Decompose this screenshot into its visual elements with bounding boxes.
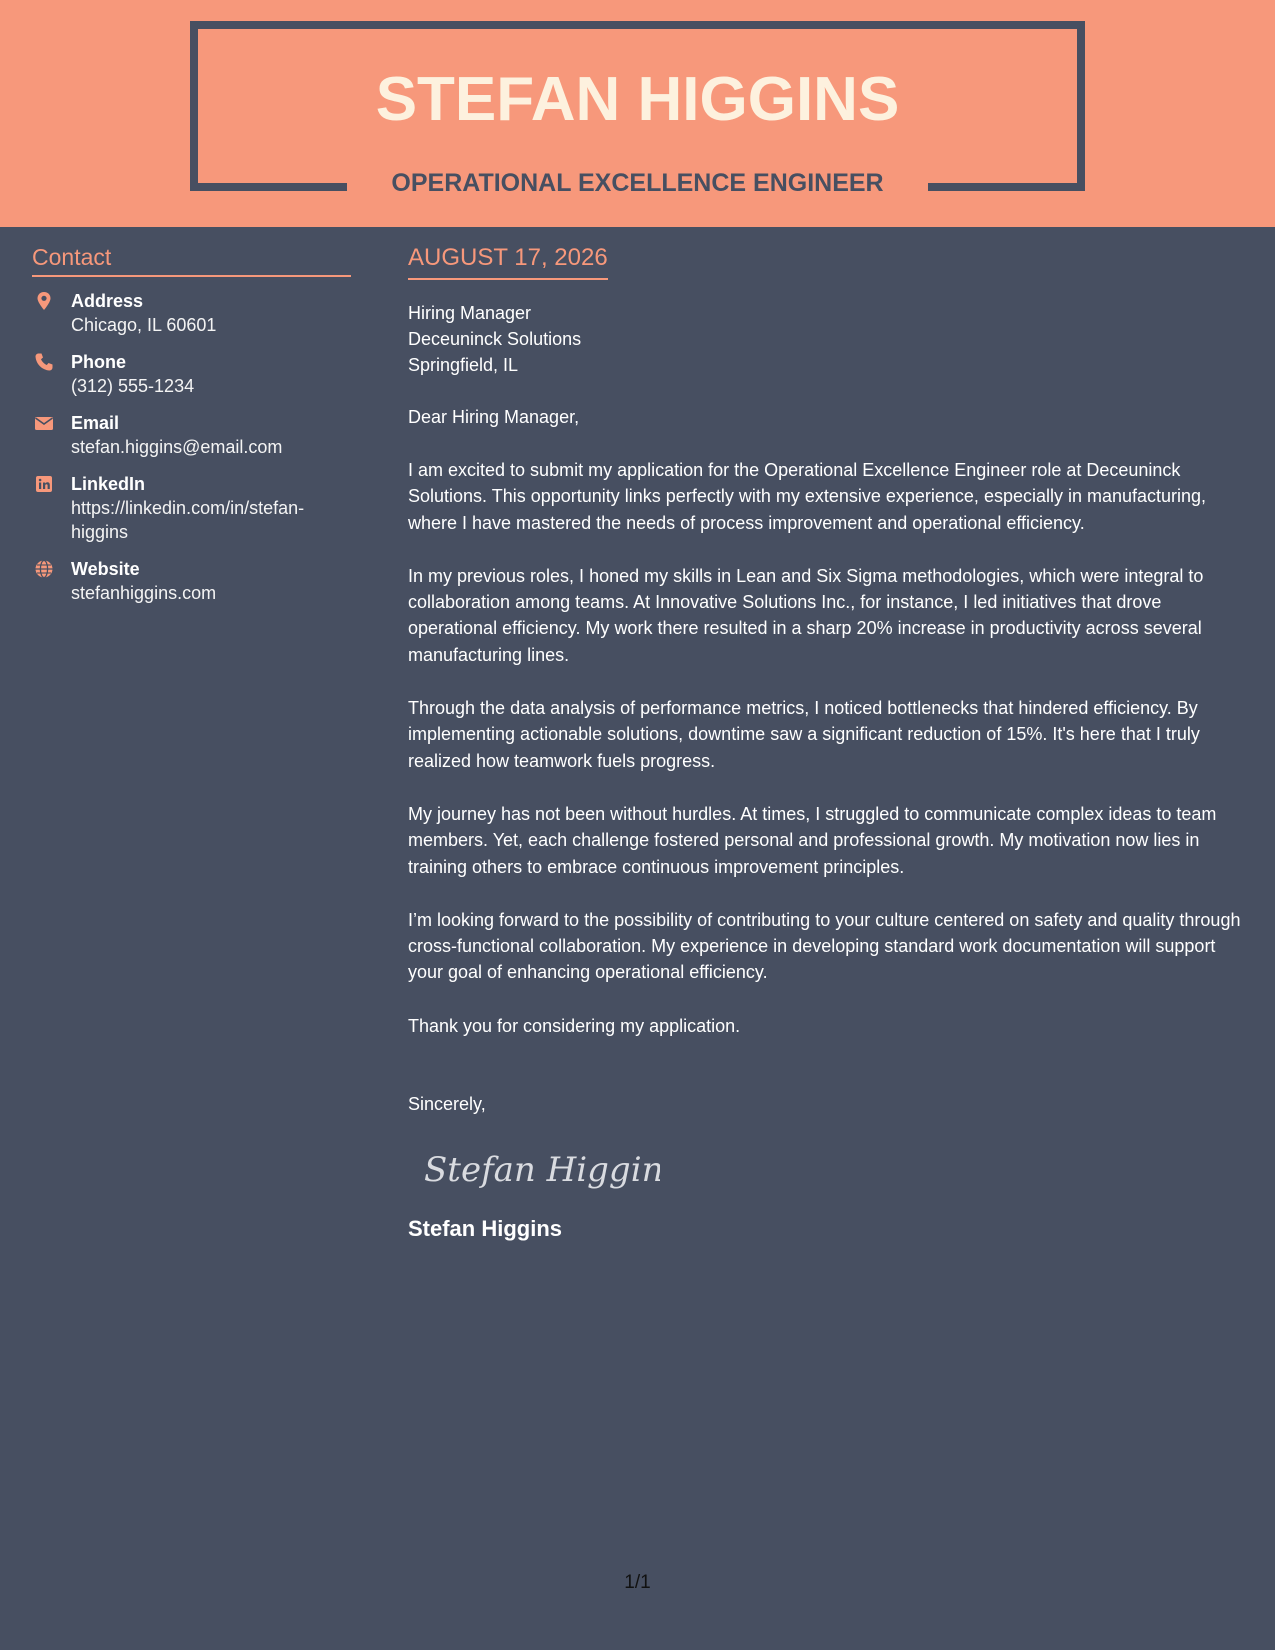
contact-heading: Contact (32, 242, 351, 277)
contact-value: https://linkedin.com/in/stefan-higgins (71, 498, 305, 542)
header-band (0, 0, 1275, 227)
contact-value: stefanhiggins.com (71, 583, 217, 603)
contact-value: Chicago, IL 60601 (71, 315, 217, 335)
contact-label: LinkedIn (71, 474, 146, 494)
contact-item-website (32, 557, 351, 605)
letter-paragraph: Through the data analysis of performance metrics, I noticed bottlenecks that hindered efficiency. By implementing actionable solutions, downtime saw a significant reduction of 15%. It's here that I truly realized how teamwork fuels progress. (408, 698, 1200, 771)
contact-list (32, 289, 351, 605)
letter-paragraph: My journey has not been without hurdles. At times, I struggled to communicate complex ideas to team members. Yet, each challenge fostered personal and professional growth. My motivation now lies in training others to embrace continuous improvement principles. (408, 803, 1217, 877)
contact-item-email (32, 411, 351, 459)
globe-icon (34, 559, 54, 579)
recipient-line: Hiring Manager (408, 303, 532, 323)
contact-label: Email (71, 413, 120, 433)
header-frame-bottom-right (928, 183, 1085, 191)
signer-name: Stefan Higgins (408, 1216, 563, 1242)
contact-label: Phone (71, 352, 127, 372)
envelope-icon (34, 413, 54, 433)
phone-icon (34, 352, 54, 372)
recipient-line: Deceuninck Solutions (408, 329, 582, 349)
contact-item-phone (32, 350, 351, 398)
greeting: Dear Hiring Manager, (408, 407, 580, 427)
signature-text: Stefan Higgins (424, 1150, 660, 1191)
letter-paragraph: In my previous roles, I honed my skills in Lean and Six Sigma methodologies, which were integral to collaboration among teams. At Innovative Solutions Inc., for instance, I led initiatives that drove operational efficiency. My work there resulted in a sharp 20% increase in productivity across several manufacturing lines. (408, 565, 1204, 665)
date-underline (408, 242, 608, 280)
letter-paragraph: I am excited to submit my application for the Operational Excellence Engineer role at Deceuninck Solutions. This opportunity links perfectly with my extensive experience, especially in manufacturing, where I have mastered the needs of process improvement and operational efficiency. (408, 460, 1207, 533)
page-number: 1/1 (624, 1572, 651, 1593)
candidate-name: STEFAN HIGGINS (375, 65, 900, 134)
signature-image (420, 1139, 660, 1199)
contact-value: stefan.higgins@email.com (71, 437, 283, 457)
contact-value: (312) 555-1234 (71, 376, 195, 396)
recipient-line: Springfield, IL (408, 355, 519, 375)
letter-paragraph: Thank you for considering my application. (408, 1015, 741, 1036)
recipient-block (408, 300, 1248, 378)
contact-sidebar (32, 242, 351, 618)
letter-paragraph: I’m looking forward to the possibility of contributing to your culture centered on safety and quality through cross-functional collaboration. My experience in developing standard work documentation will support your goal of enhancing operational efficiency. (408, 909, 1241, 983)
linkedin-icon (34, 474, 54, 494)
job-title: OPERATIONAL EXCELLENCE ENGINEER (391, 169, 884, 197)
contact-item-linkedin (32, 472, 351, 544)
letter-date: AUGUST 17, 2026 (408, 244, 608, 271)
header-frame-bottom-left (190, 183, 347, 191)
location-pin-icon (34, 291, 54, 311)
letter-body (408, 242, 1248, 1244)
contact-label: Website (71, 559, 140, 579)
closing: Sincerely, (408, 1094, 486, 1115)
contact-item-address (32, 289, 351, 337)
contact-label: Address (71, 291, 144, 311)
